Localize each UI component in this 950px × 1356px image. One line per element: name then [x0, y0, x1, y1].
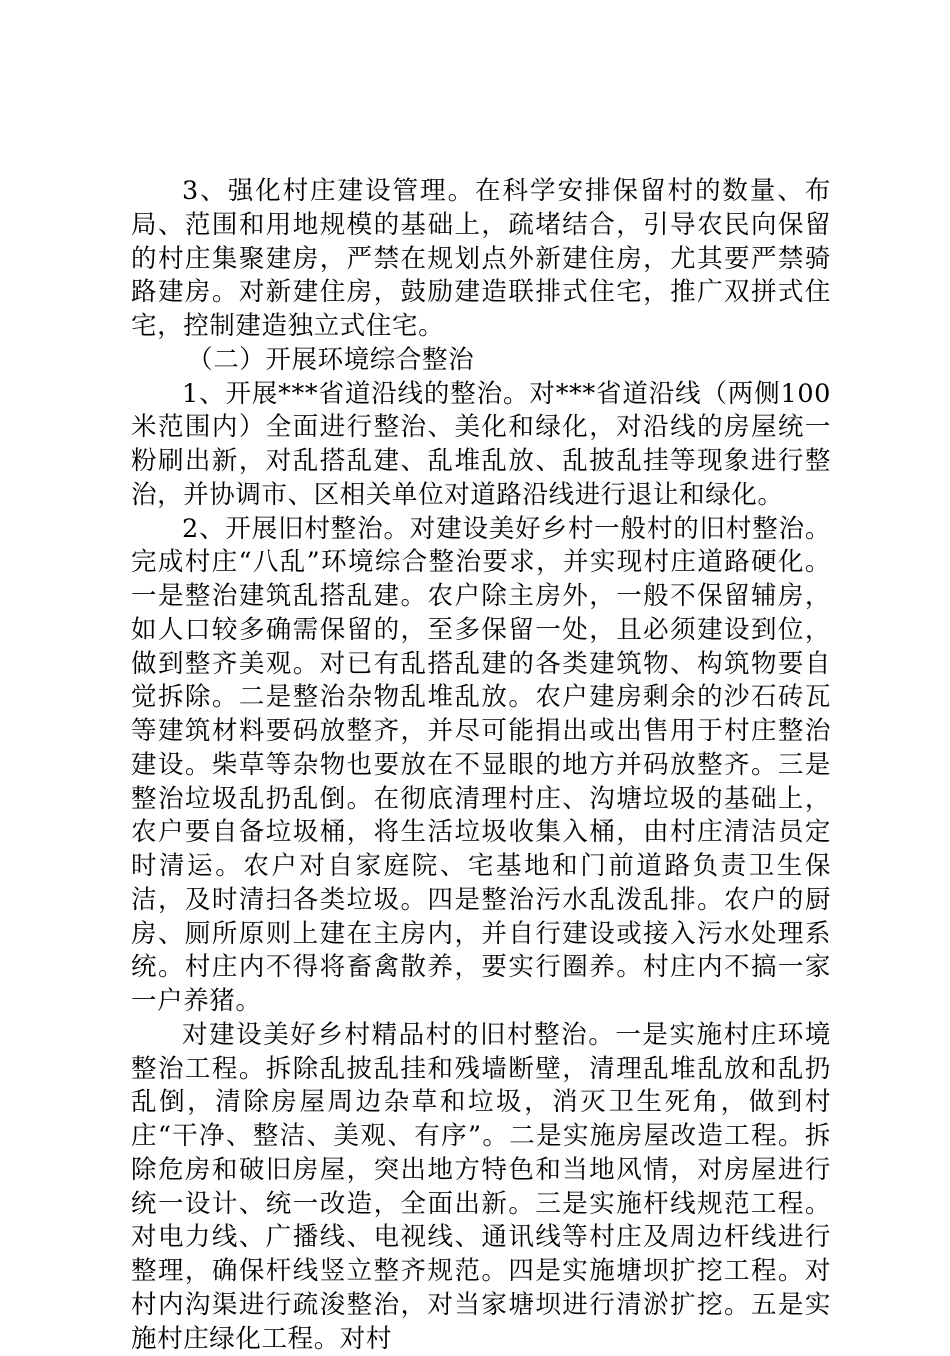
document-body [131, 175, 831, 1356]
paragraph-boutique-village-remediation: 对建设美好乡村精品村的旧村整治。一是实施村庄环境整治工程。拆除乱披乱挂和残墙断壁，清理乱堆乱放和乱扔乱倒，清除房屋周边杂草和垃圾，消灭卫生死角，做到村庄“干净、整洁、美观、有序”。二是实施房屋改造工程。拆除危房和破旧房屋，突出地方特色和当地风情，对房屋进行统一设计、统一改造，全面出新。三是实施杆线规范工程。对电力线、广播线、电视线、通讯线等村庄及周边杆线进行整理，确保杆线竖立整齐规范。四是实施塘坝扩挖工程。对村内沟渠进行疏浚整治，对当家塘坝进行清淤扩挖。五是实施村庄绿化工程。对村 [131, 1019, 831, 1354]
paragraph-village-construction-management: 3、强化村庄建设管理。在科学安排保留村的数量、布局、范围和用地规模的基础上，疏堵结合，引导农民向保留的村庄集聚建房，严禁在规划点外新建住房，尤其要严禁骑路建房。对新建住房，鼓励建造联排式住宅，推广双拼式住宅，控制建造独立式住宅。 [131, 176, 831, 341]
paragraph-provincial-road-remediation: 1、开展***省道沿线的整治。对***省道沿线（两侧100米范围内）全面进行整治、美化和绿化，对沿线的房屋统一粉刷出新，对乱搭乱建、乱堆乱放、乱披乱挂等现象进行整治，并协调市、区相关单位对道路沿线进行退让和绿化。 [131, 378, 831, 510]
paragraph-old-village-remediation: 2、开展旧村整治。对建设美好乡村一般村的旧村整治。完成村庄“八乱”环境综合整治要求，并实现村庄道路硬化。一是整治建筑乱搭乱建。农户除主房外，一般不保留辅房，如人口较多确需保留的，至多保留一处，且必须建设到位，做到整齐美观。对已有乱搭乱建的各类建筑物、构筑物要自觉拆除。二是整治杂物乱堆乱放。农户建房剩余的沙石砖瓦等建筑材料要码放整齐，并尽可能捐出或出售用于村庄整治建设。柴草等杂物也要放在不显眼的地方并码放整齐。三是整治垃圾乱扔乱倒。在彻底清理村庄、沟塘垃圾的基础上，农户要自备垃圾桶，将生活垃圾收集入桶，由村庄清洁员定时清运。农户对自家庭院、宅基地和门前道路负责卫生保洁，及时清扫各类垃圾。四是整治污水乱泼乱排。农户的厨房、厕所原则上建在主房内，并自行建设或接入污水处理系统。村庄内不得将畜禽散养，要实行圈养。村庄内不搞一家一户养猪。 [131, 513, 831, 1016]
section-heading-environment-remediation: （二）开展环境综合整治 [187, 344, 475, 375]
